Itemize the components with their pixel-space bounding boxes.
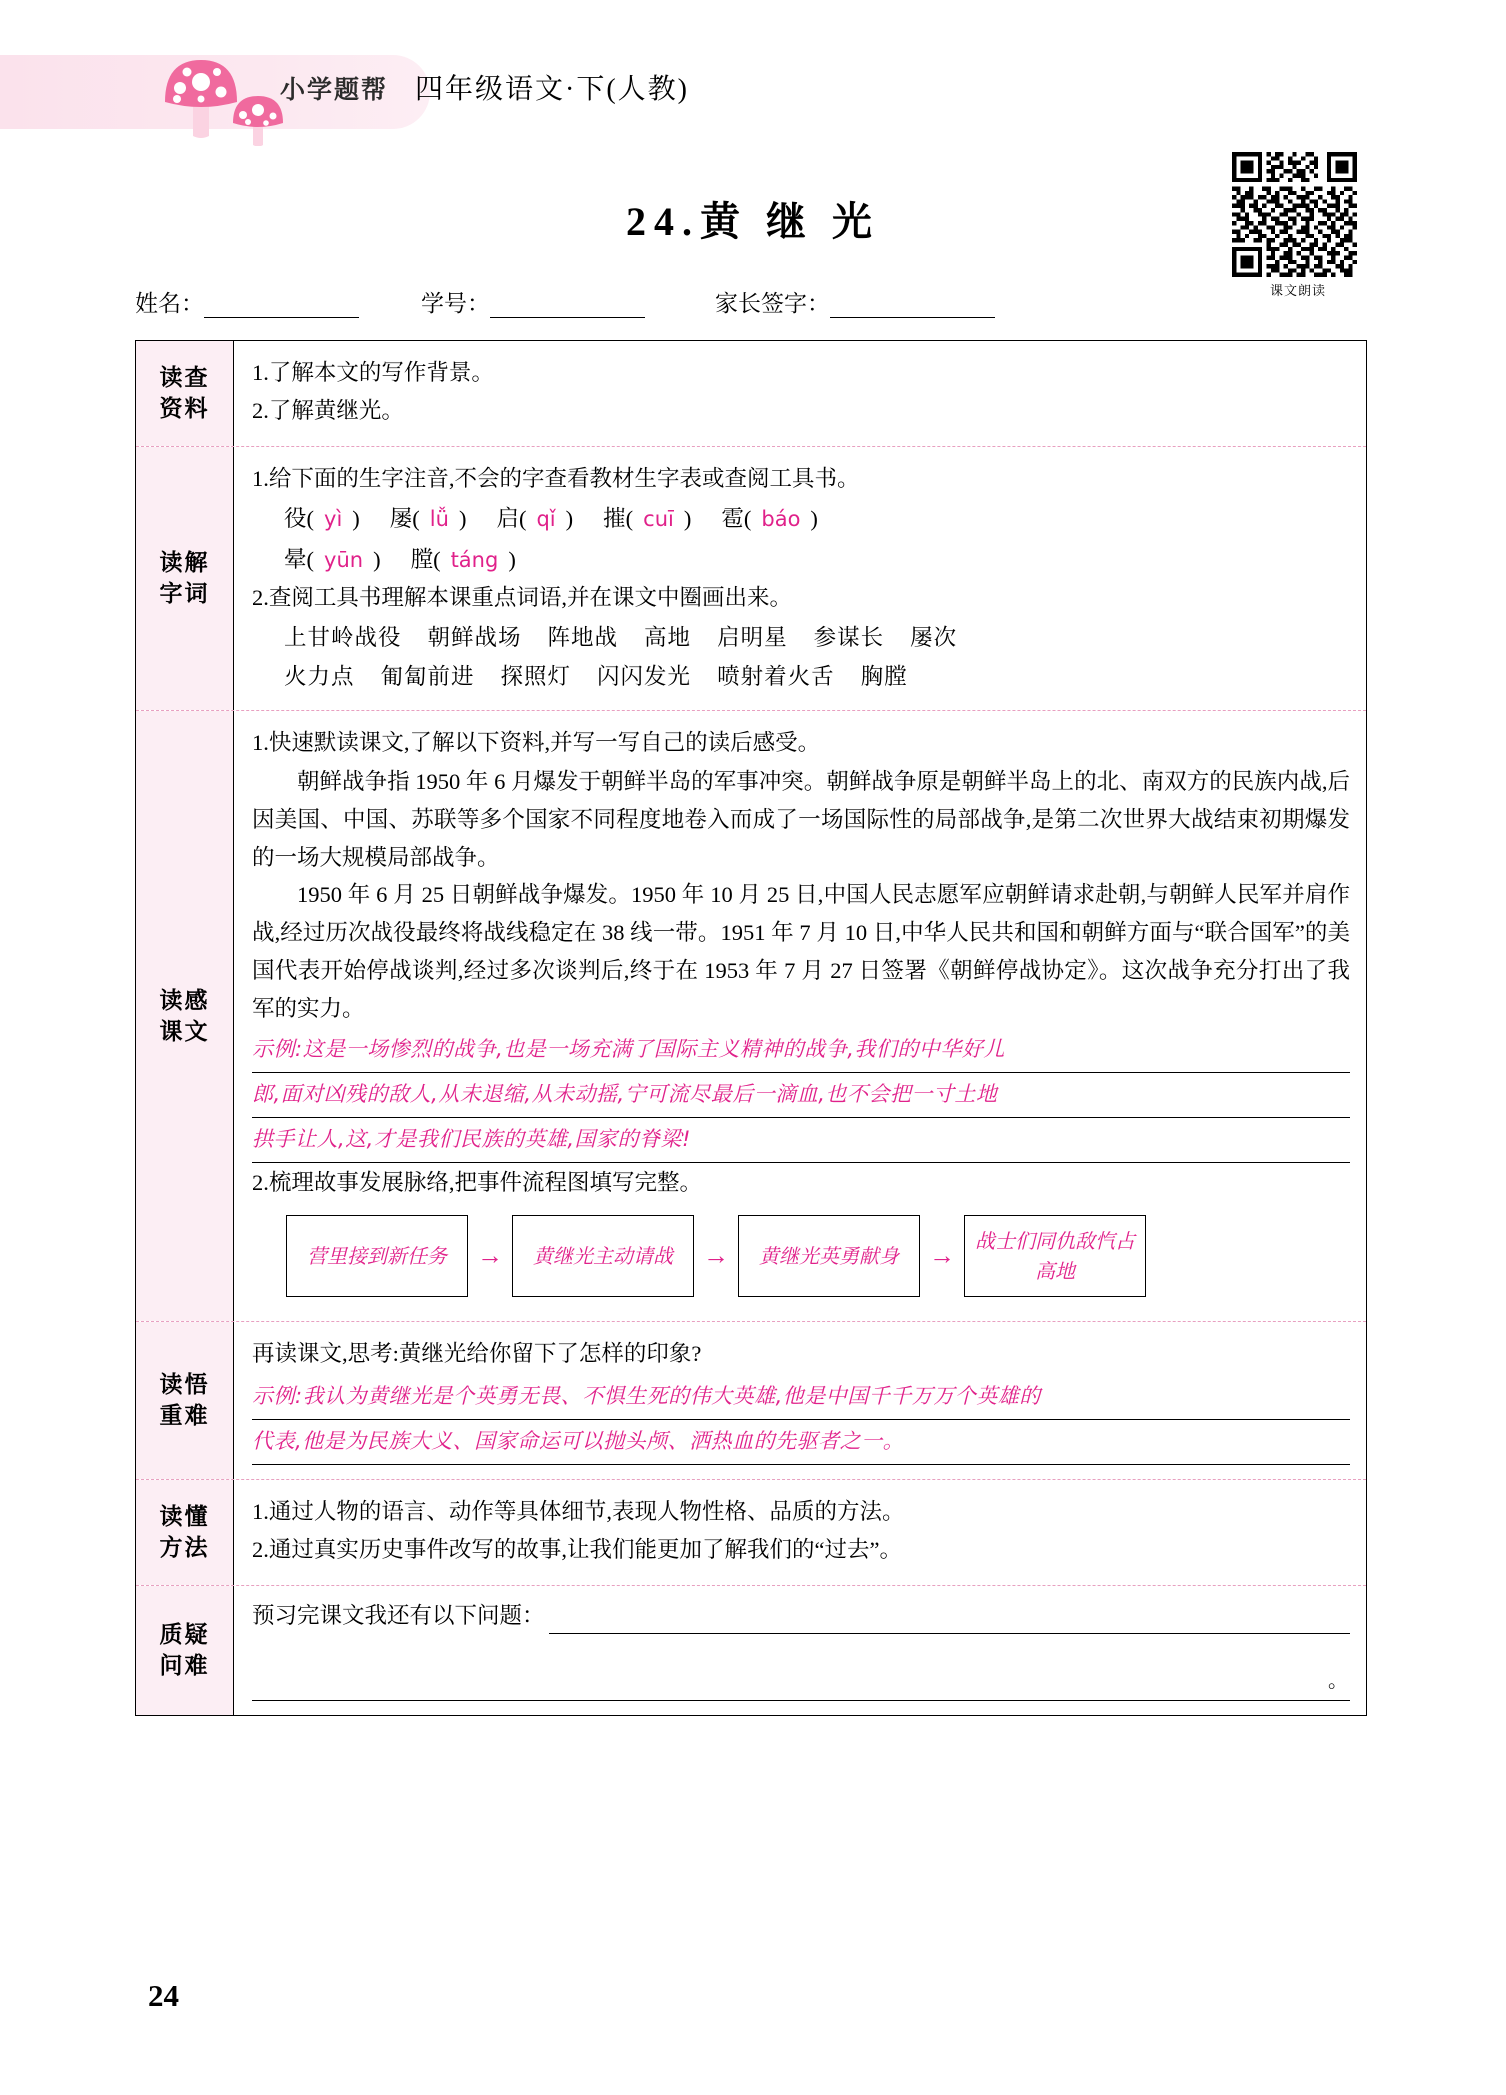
row-label-line1: 读查 [159, 364, 210, 391]
name-field-group[interactable] [135, 285, 359, 318]
comprehension-sample-answer[interactable] [252, 1375, 1350, 1465]
passage-paragraph-2: 1950 年 6 月 25 日朝鲜战争爆发。1950 年 10 月 25 日,中国人民志愿军应朝鲜请求赴朝,与朝鲜人民军并肩作战,经过历次战役最终将战线稳定在 38 线一带。1951 年 7 月 10 日,中华人民共和国和朝鲜方面与“联合国军”的美国代表开始停战谈判,经过多次谈判后,终于在 1953 年 7 月 27 日签署《朝鲜停战协定》。这次战争充分打出了我军的实力。 [252, 882, 1350, 1021]
pinyin-answer: báo [761, 507, 801, 532]
page-number: 24 [148, 1978, 179, 2013]
flowchart-arrow-icon: → [929, 1241, 955, 1271]
parent-signature-blank[interactable] [830, 297, 995, 318]
sample-answer-line: 郎,面对凶残的敌人,从未退缩,从未动摇,宁可流尽最后一滴血,也不会把一寸土地 [252, 1073, 1350, 1118]
research-item-1: 1.了解本文的写作背景。 [252, 360, 494, 385]
student-id-input-blank[interactable] [490, 297, 645, 318]
vocab-word: 上甘岭战役 [284, 624, 402, 650]
sample-answer-line: 代表,他是为民族大义、国家命运可以抛头颅、洒热血的先驱者之一。 [252, 1420, 1350, 1465]
passage-paragraph-1: 朝鲜战争指 1950 年 6 月爆发于朝鲜半岛的军事冲突。朝鲜战争原是朝鲜半岛上的北、南双方的民族内战,后因美国、中国、苏联等多个国家不同程度地卷入而成了一场国际性的局部战争,是第二次世界大战结束初期爆发的一场大规模局部战争。 [252, 768, 1350, 870]
table-row-vocabulary [136, 447, 1366, 711]
vocab-word: 喷射着火舌 [717, 664, 835, 690]
pinyin-pair[interactable]: 屡( lǚ ) [389, 506, 467, 532]
hanzi: 役 [284, 506, 307, 532]
pinyin-line-1 [284, 501, 1350, 537]
flowchart-box[interactable]: 营里接到新任务 [286, 1215, 468, 1297]
sample-answer-line: 示例:我认为黄继光是个英勇无畏、不惧生死的伟大英雄,他是中国千千万万个英雄的 [252, 1375, 1350, 1420]
method-item-1: 1.通过人物的语言、动作等具体细节,表现人物性格、品质的方法。 [252, 1498, 905, 1524]
row-label-line2: 课文 [159, 1017, 210, 1044]
row-label-line2: 问难 [159, 1652, 210, 1679]
method-item-2: 2.通过真实历史事件改写的故事,让我们能更加了解我们的“过去”。 [252, 1537, 902, 1563]
row-label-line1: 读悟 [159, 1371, 210, 1398]
pinyin-pair[interactable]: 摧( cuī ) [603, 506, 692, 532]
row-label-read-research [136, 341, 234, 446]
pinyin-pair[interactable]: 役( yì ) [284, 506, 360, 532]
hanzi: 屡 [389, 506, 413, 532]
pinyin-answer: qǐ [536, 507, 556, 532]
vocab-word: 启明星 [717, 624, 788, 650]
research-item-2: 2.了解黄继光。 [252, 398, 404, 424]
hanzi: 启 [496, 506, 519, 532]
student-id-field-group[interactable] [421, 285, 645, 318]
table-row-methods [136, 1480, 1366, 1586]
row-label-line2: 字词 [159, 580, 210, 607]
name-input-blank[interactable] [204, 297, 359, 318]
vocab-words-line-1 [284, 620, 1350, 656]
mushroom-large-icon [163, 52, 239, 138]
student-info-line [135, 285, 1235, 318]
row-label-line2: 重难 [159, 1402, 210, 1429]
table-row-reading-passage [136, 711, 1366, 1323]
flowchart-box[interactable]: 黄继光英勇献身 [738, 1215, 920, 1297]
pinyin-answer: yì [324, 507, 343, 532]
pinyin-pair[interactable]: 膛( táng ) [410, 546, 516, 572]
student-question-blank-1[interactable] [549, 1611, 1350, 1634]
pinyin-answer: lǚ [429, 507, 449, 532]
table-row-read-research [136, 341, 1366, 447]
vocab-question-1: 1.给下面的生字注音,不会的字查看教材生字表或查阅工具书。 [252, 465, 860, 491]
row-label-vocabulary [136, 447, 234, 710]
vocab-word: 匍匐前进 [380, 664, 475, 690]
hanzi: 摧 [603, 506, 626, 532]
sample-answer-line: 示例:这是一场惨烈的战争,也是一场充满了国际主义精神的战争,我们的中华好儿 [252, 1028, 1350, 1073]
flowchart-box[interactable]: 战士们同仇敌忾占高地 [964, 1215, 1146, 1297]
table-row-questions [136, 1586, 1366, 1715]
comprehension-question: 再读课文,思考:黄继光给你留下了怎样的印象? [252, 1341, 702, 1367]
flowchart-arrow-icon: → [477, 1241, 503, 1271]
trailing-period: 。 [1328, 1669, 1348, 1692]
row-content-vocabulary [234, 447, 1366, 710]
row-label-questions [136, 1586, 234, 1715]
vocab-question-2: 2.查阅工具书理解本课重点词语,并在课文中圈画出来。 [252, 585, 793, 611]
vocab-words-line-2 [284, 659, 1350, 695]
row-label-reading-passage [136, 711, 234, 1322]
row-label-line1: 读解 [159, 549, 210, 576]
hanzi: 晕 [284, 546, 307, 572]
passage-sample-answer[interactable] [252, 1028, 1350, 1163]
row-label-line1: 质疑 [159, 1621, 210, 1648]
vocab-word: 胸膛 [860, 664, 908, 690]
pinyin-line-2 [284, 542, 1350, 578]
student-question-prompt: 预习完课文我还有以下问题： [252, 1602, 545, 1628]
row-content-read-research [234, 341, 1366, 446]
row-label-methods [136, 1480, 234, 1585]
page-title: 24.黄 继 光 [626, 199, 880, 244]
passage-text [252, 763, 1350, 1028]
vocab-word: 高地 [644, 624, 692, 650]
pinyin-pair[interactable]: 雹( báo ) [721, 506, 818, 532]
pinyin-answer: táng [450, 547, 499, 572]
mushroom-small-icon [232, 90, 284, 146]
name-label: 姓名： [135, 291, 204, 316]
parent-signature-label: 家长签字： [715, 291, 830, 316]
student-question-prompt-line[interactable] [252, 1598, 1350, 1634]
sample-answer-line: 拱手让人,这,才是我们民族的英雄,国家的脊梁! [252, 1118, 1350, 1163]
hanzi: 膛 [410, 546, 434, 572]
brand-label: 小学题帮 [280, 76, 389, 104]
row-label-line2: 方法 [159, 1534, 210, 1561]
worksheet-table [135, 340, 1367, 1716]
vocab-word: 探照灯 [500, 664, 572, 690]
pinyin-pair[interactable]: 启( qǐ ) [496, 506, 574, 532]
pinyin-answer: yūn [324, 547, 364, 572]
row-content-comprehension [234, 1322, 1366, 1479]
vocab-word: 阵地战 [547, 624, 619, 650]
parent-signature-group[interactable] [715, 285, 995, 318]
student-question-blank-2[interactable] [252, 1669, 1350, 1701]
pinyin-pair[interactable]: 晕( yūn ) [284, 546, 381, 572]
vocab-word: 火力点 [284, 664, 355, 690]
passage-question-1: 1.快速默读课文,了解以下资料,并写一写自己的读后感受。 [252, 729, 821, 755]
story-flowchart [286, 1215, 1350, 1297]
table-row-comprehension [136, 1322, 1366, 1480]
vocab-word: 闪闪发光 [597, 664, 692, 690]
row-content-questions [234, 1586, 1366, 1715]
row-label-line1: 读感 [159, 986, 210, 1013]
vocab-word: 参谋长 [813, 624, 885, 650]
qr-code-label: 课文朗读 [1269, 283, 1326, 298]
vocab-word: 朝鲜战场 [427, 624, 522, 650]
flowchart-arrow-icon: → [703, 1241, 729, 1271]
student-id-label: 学号： [421, 291, 490, 316]
passage-question-2: 2.梳理故事发展脉络,把事件流程图填写完整。 [252, 1169, 703, 1195]
row-label-line2: 资料 [159, 395, 210, 422]
flowchart-box[interactable]: 黄继光主动请战 [512, 1215, 694, 1297]
row-label-comprehension [136, 1322, 234, 1479]
row-content-methods [234, 1480, 1366, 1585]
row-label-line1: 读懂 [159, 1503, 210, 1530]
grade-subject-label: 四年级语文·下(人教) [415, 74, 689, 105]
vocab-word: 屡次 [910, 624, 958, 650]
row-content-reading-passage [234, 711, 1366, 1322]
pinyin-answer: cuī [643, 507, 674, 532]
hanzi: 雹 [721, 506, 744, 532]
